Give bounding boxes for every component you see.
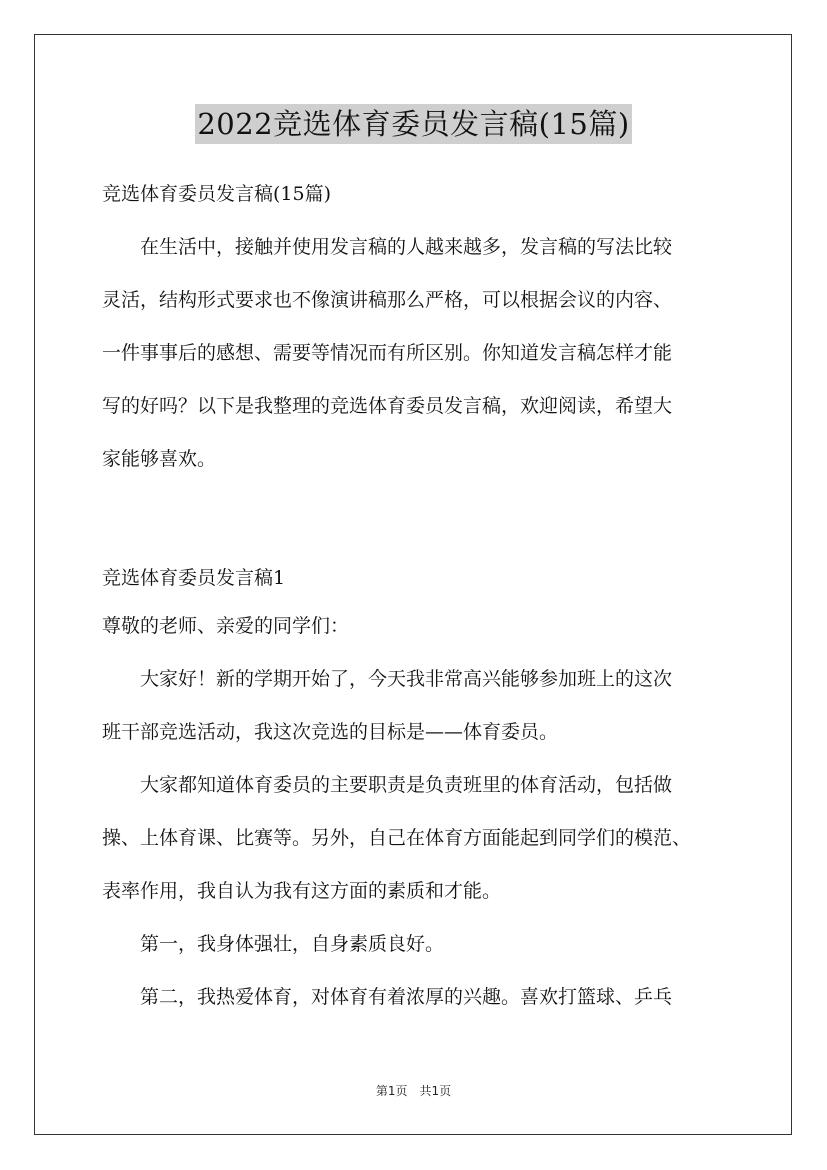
intro-line: 一件事事后的感想、需要等情况而有所区别。你知道发言稿怎样才能 xyxy=(102,342,673,364)
body-line: 表率作用，我自认为我有这方面的素质和才能。 xyxy=(102,880,502,902)
body-line: 操、上体育课、比赛等。另外，自己在体育方面能起到同学们的模范、 xyxy=(102,827,692,849)
intro-line: 写的好吗？以下是我整理的竞选体育委员发言稿，欢迎阅读，希望大 xyxy=(102,395,673,417)
intro-line: 灵活，结构形式要求也不像演讲稿那么严格，可以根据会议的内容、 xyxy=(102,289,673,311)
document-subtitle: 竞选体育委员发言稿(15篇) xyxy=(102,183,332,205)
intro-paragraph xyxy=(102,227,732,492)
intro-line: 在生活中，接触并使用发言稿的人越来越多，发言稿的写法比较 xyxy=(102,236,673,258)
section-gap xyxy=(102,492,732,558)
document-body xyxy=(102,174,732,1030)
document-title: 2022竞选体育委员发言稿(15篇) xyxy=(195,104,631,144)
body-line: 大家都知道体育委员的主要职责是负责班里的体育活动，包括做 xyxy=(102,774,673,796)
page-footer: 第1页 共1页 xyxy=(375,1084,452,1098)
body-line: 班干部竞选活动，我这次竞选的目标是——体育委员。 xyxy=(102,721,559,743)
salutation: 尊敬的老师、亲爱的同学们： xyxy=(102,615,350,637)
intro-line: 家能够喜欢。 xyxy=(102,448,217,470)
body-line: 第二，我热爱体育，对体育有着浓厚的兴趣。喜欢打篮球、乒乓 xyxy=(102,986,673,1008)
title-container xyxy=(0,104,827,144)
speech-body xyxy=(102,659,732,1030)
body-line: 第一，我身体强壮，自身素质良好。 xyxy=(102,933,445,955)
body-line: 大家好！新的学期开始了，今天我非常高兴能够参加班上的这次 xyxy=(102,668,673,690)
section-heading: 竞选体育委员发言稿1 xyxy=(102,567,286,589)
